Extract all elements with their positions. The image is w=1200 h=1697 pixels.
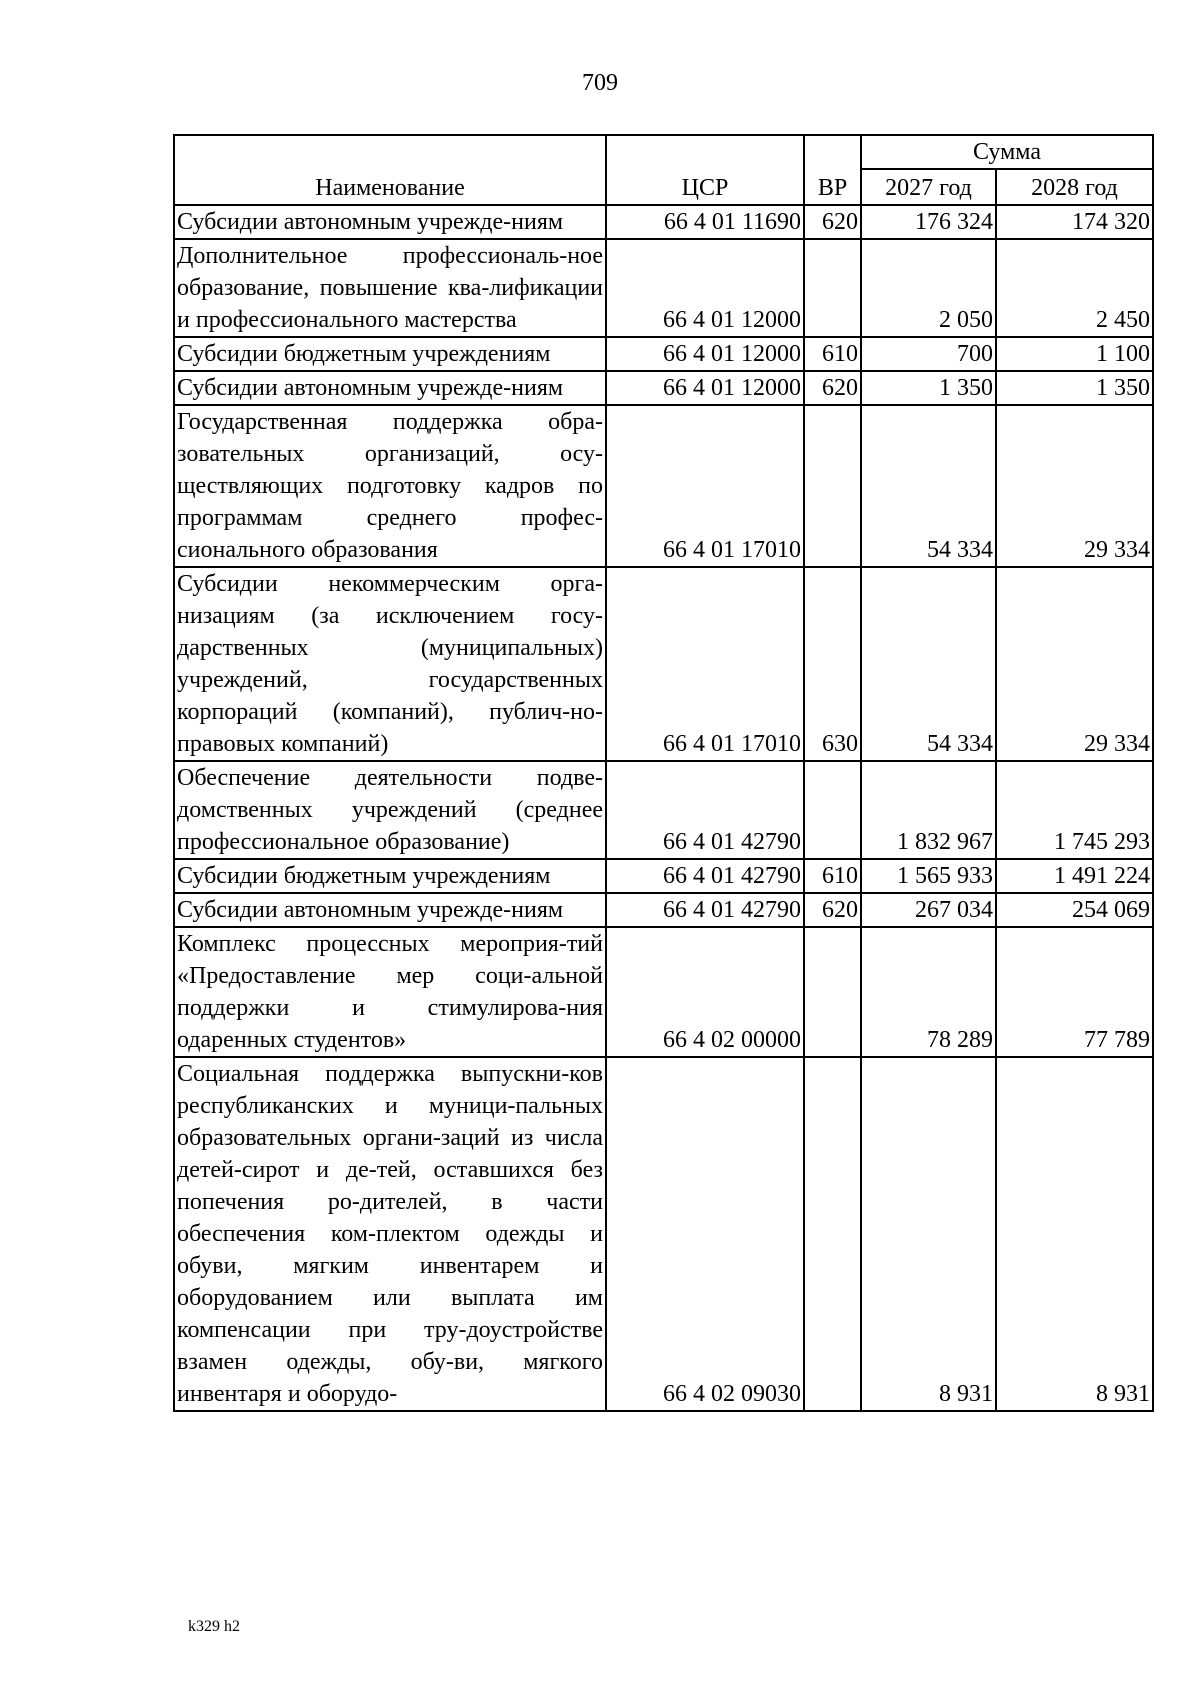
table-row — [174, 927, 1153, 1057]
cell-vr: 610 — [804, 337, 861, 371]
cell-csr: 66 4 02 09030 — [606, 1057, 804, 1411]
cell-2027: 700 — [861, 337, 996, 371]
cell-vr — [804, 927, 861, 1057]
header-sum: Сумма — [861, 135, 1153, 169]
budget-table — [173, 134, 1154, 1412]
cell-2028: 1 745 293 — [996, 761, 1153, 859]
cell-csr: 66 4 01 12000 — [606, 239, 804, 337]
cell-2028: 174 320 — [996, 205, 1153, 239]
cell-vr: 630 — [804, 567, 861, 761]
cell-2027: 176 324 — [861, 205, 996, 239]
table-row — [174, 205, 1153, 239]
cell-2028: 29 334 — [996, 405, 1153, 567]
cell-2028: 8 931 — [996, 1057, 1153, 1411]
cell-csr: 66 4 02 00000 — [606, 927, 804, 1057]
table-row — [174, 567, 1153, 761]
cell-2028: 1 350 — [996, 371, 1153, 405]
header-year-2028: 2028 год — [996, 169, 1153, 205]
cell-2028: 254 069 — [996, 893, 1153, 927]
cell-name: Субсидии бюджетным учреждениям — [174, 859, 606, 893]
cell-name: Субсидии автономным учрежде-ниям — [174, 893, 606, 927]
table-row — [174, 1057, 1153, 1411]
cell-vr: 620 — [804, 205, 861, 239]
cell-2027: 8 931 — [861, 1057, 996, 1411]
table-row — [174, 859, 1153, 893]
cell-2027: 267 034 — [861, 893, 996, 927]
cell-csr: 66 4 01 11690 — [606, 205, 804, 239]
cell-csr: 66 4 01 42790 — [606, 893, 804, 927]
footer-code: k329 h2 — [188, 1618, 240, 1635]
cell-2028: 29 334 — [996, 567, 1153, 761]
cell-name: Субсидии автономным учрежде-ниям — [174, 371, 606, 405]
table-row — [174, 893, 1153, 927]
cell-name: Государственная поддержка обра-зовательных организаций, осу-ществляющих подготовку кадров по программам среднего профес-сионального образования — [174, 405, 606, 567]
page-number: 709 — [582, 70, 618, 96]
cell-csr: 66 4 01 42790 — [606, 859, 804, 893]
cell-2027: 1 350 — [861, 371, 996, 405]
cell-2027: 54 334 — [861, 567, 996, 761]
header-name: Наименование — [174, 135, 606, 205]
cell-csr: 66 4 01 17010 — [606, 405, 804, 567]
cell-name: Обеспечение деятельности подве-домственных учреждений (среднее профессиональное образование) — [174, 761, 606, 859]
cell-2027: 2 050 — [861, 239, 996, 337]
cell-2028: 77 789 — [996, 927, 1153, 1057]
cell-name: Субсидии бюджетным учреждениям — [174, 337, 606, 371]
cell-name: Социальная поддержка выпускни-ков республиканских и муници-пальных образовательных органи-заций из числа детей-сирот и де-тей, оставшихся без попечения ро-дителей, в части обеспечения ком-плектом одежды и обуви, мягким инвентарем и оборудованием или выплата им компенсации при тру-доустройстве взамен одежды, обу-ви, мягкого инвентаря и оборудо- — [174, 1057, 606, 1411]
cell-vr: 620 — [804, 371, 861, 405]
table-header — [174, 135, 1153, 205]
table-row — [174, 239, 1153, 337]
cell-vr — [804, 1057, 861, 1411]
cell-vr: 610 — [804, 859, 861, 893]
table-row — [174, 371, 1153, 405]
header-year-2027: 2027 год — [861, 169, 996, 205]
header-vr: ВР — [804, 135, 861, 205]
header-csr: ЦСР — [606, 135, 804, 205]
cell-2028: 2 450 — [996, 239, 1153, 337]
table-row — [174, 337, 1153, 371]
cell-2027: 1 832 967 — [861, 761, 996, 859]
cell-2027: 78 289 — [861, 927, 996, 1057]
cell-2027: 54 334 — [861, 405, 996, 567]
table-row — [174, 761, 1153, 859]
cell-name: Субсидии автономным учрежде-ниям — [174, 205, 606, 239]
cell-vr — [804, 239, 861, 337]
cell-vr — [804, 405, 861, 567]
cell-name: Комплекс процессных мероприя-тий «Предоставление мер соци-альной поддержки и стимулирова-ния одаренных студентов» — [174, 927, 606, 1057]
cell-name: Дополнительное профессиональ-ное образование, повышение ква-лификации и профессионального мастерства — [174, 239, 606, 337]
cell-csr: 66 4 01 12000 — [606, 337, 804, 371]
cell-name: Субсидии некоммерческим орга-низациям (за исключением госу-дарственных (муниципальных) учреждений, государственных корпораций (компаний), публич-но-правовых компаний) — [174, 567, 606, 761]
cell-csr: 66 4 01 12000 — [606, 371, 804, 405]
table-row — [174, 405, 1153, 567]
table-body — [174, 205, 1153, 1411]
cell-2028: 1 100 — [996, 337, 1153, 371]
cell-2028: 1 491 224 — [996, 859, 1153, 893]
cell-vr: 620 — [804, 893, 861, 927]
cell-2027: 1 565 933 — [861, 859, 996, 893]
cell-csr: 66 4 01 17010 — [606, 567, 804, 761]
cell-csr: 66 4 01 42790 — [606, 761, 804, 859]
cell-vr — [804, 761, 861, 859]
